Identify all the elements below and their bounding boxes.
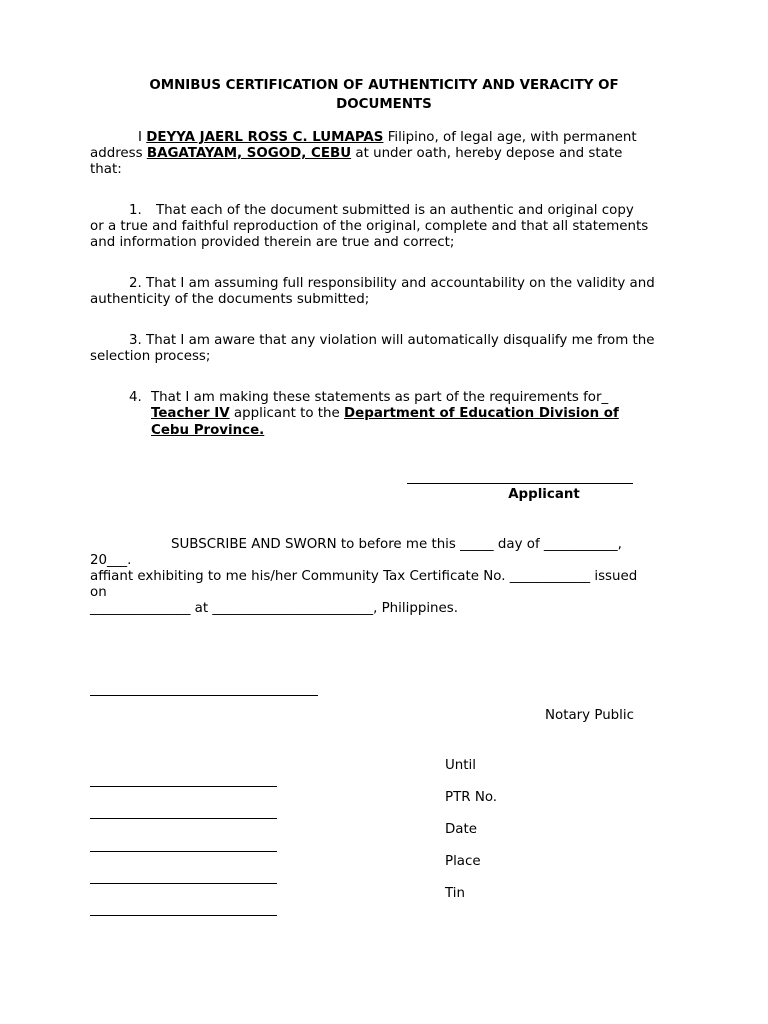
notary-signature-line (90, 695, 318, 696)
affiant-name: DEYYA JAERL ROSS C. LUMAPAS (146, 130, 384, 145)
agency-name-1: Department of Education Division of (344, 406, 619, 421)
intro-prefix: I (138, 130, 147, 145)
item-4-line-1: That I am making these statements as part of the requirements for_ (151, 390, 609, 405)
document-title (90, 76, 678, 114)
item-3-line-1: 3. That I am aware that any violation will automatically disqualify me from the (129, 333, 655, 348)
notary-blank-line-1 (90, 786, 277, 787)
notary-field-place: Place (445, 854, 481, 869)
position-applied: Teacher IV (151, 406, 230, 421)
item-1-line-1: That each of the document submitted is an authentic and original copy (156, 203, 634, 218)
title-line-2: DOCUMENTS (336, 97, 432, 112)
notary-field-until: Until (445, 758, 476, 773)
intro-line-2 (90, 146, 622, 162)
address-suffix: at under oath, hereby depose and state (351, 146, 623, 161)
item-4-mid-text: applicant to the (229, 406, 345, 421)
applicant-signature-line (407, 483, 633, 484)
notary-blank-line-2 (90, 818, 277, 819)
item-1-number: 1. (129, 203, 142, 218)
intro-line-1 (138, 130, 637, 146)
item-2-line-1: 2. That I am assuming full responsibility and accountability on the validity and (129, 276, 655, 291)
notary-field-date: Date (445, 822, 478, 837)
notary-field-tin: Tin (445, 886, 465, 901)
item-3-line-2: selection process; (90, 349, 211, 364)
intro-suffix: Filipino, of legal age, with permanent (383, 130, 637, 145)
item-4-number: 4. (129, 390, 142, 405)
item-1-line-3: and information provided therein are true and correct; (90, 235, 455, 250)
item-1-line-2: or a true and faithful reproduction of the original, complete and that all statements (90, 219, 649, 234)
sworn-line-3: affiant exhibiting to me his/her Community Tax Certificate No. ____________ issued (90, 569, 638, 584)
item-4-line-3 (151, 423, 264, 439)
agency-name-2: Cebu Province. (151, 423, 265, 438)
notary-blank-line-5 (90, 915, 277, 916)
affiant-address: BAGATAYAM, SOGOD, CEBU (146, 146, 352, 161)
notary-blank-line-3 (90, 851, 277, 852)
intro-line-3: that: (90, 162, 122, 177)
sworn-line-5: _______________ at ________________________, Philippines. (90, 601, 459, 616)
sworn-line-1: SUBSCRIBE AND SWORN to before me this _____ day of ___________, (171, 537, 622, 552)
notary-field-ptr: PTR No. (445, 790, 498, 805)
sworn-line-4: on (90, 585, 107, 600)
title-line-1: OMNIBUS CERTIFICATION OF AUTHENTICITY AND VERACITY OF (149, 78, 619, 93)
notary-public-label: Notary Public (545, 708, 634, 723)
item-4-line-2 (151, 406, 619, 422)
notary-blank-line-4 (90, 883, 277, 884)
item-2-line-2: authenticity of the documents submitted; (90, 292, 370, 307)
sworn-line-2: 20___. (90, 553, 132, 568)
address-prefix: address (90, 146, 147, 161)
applicant-label: Applicant (508, 487, 580, 502)
